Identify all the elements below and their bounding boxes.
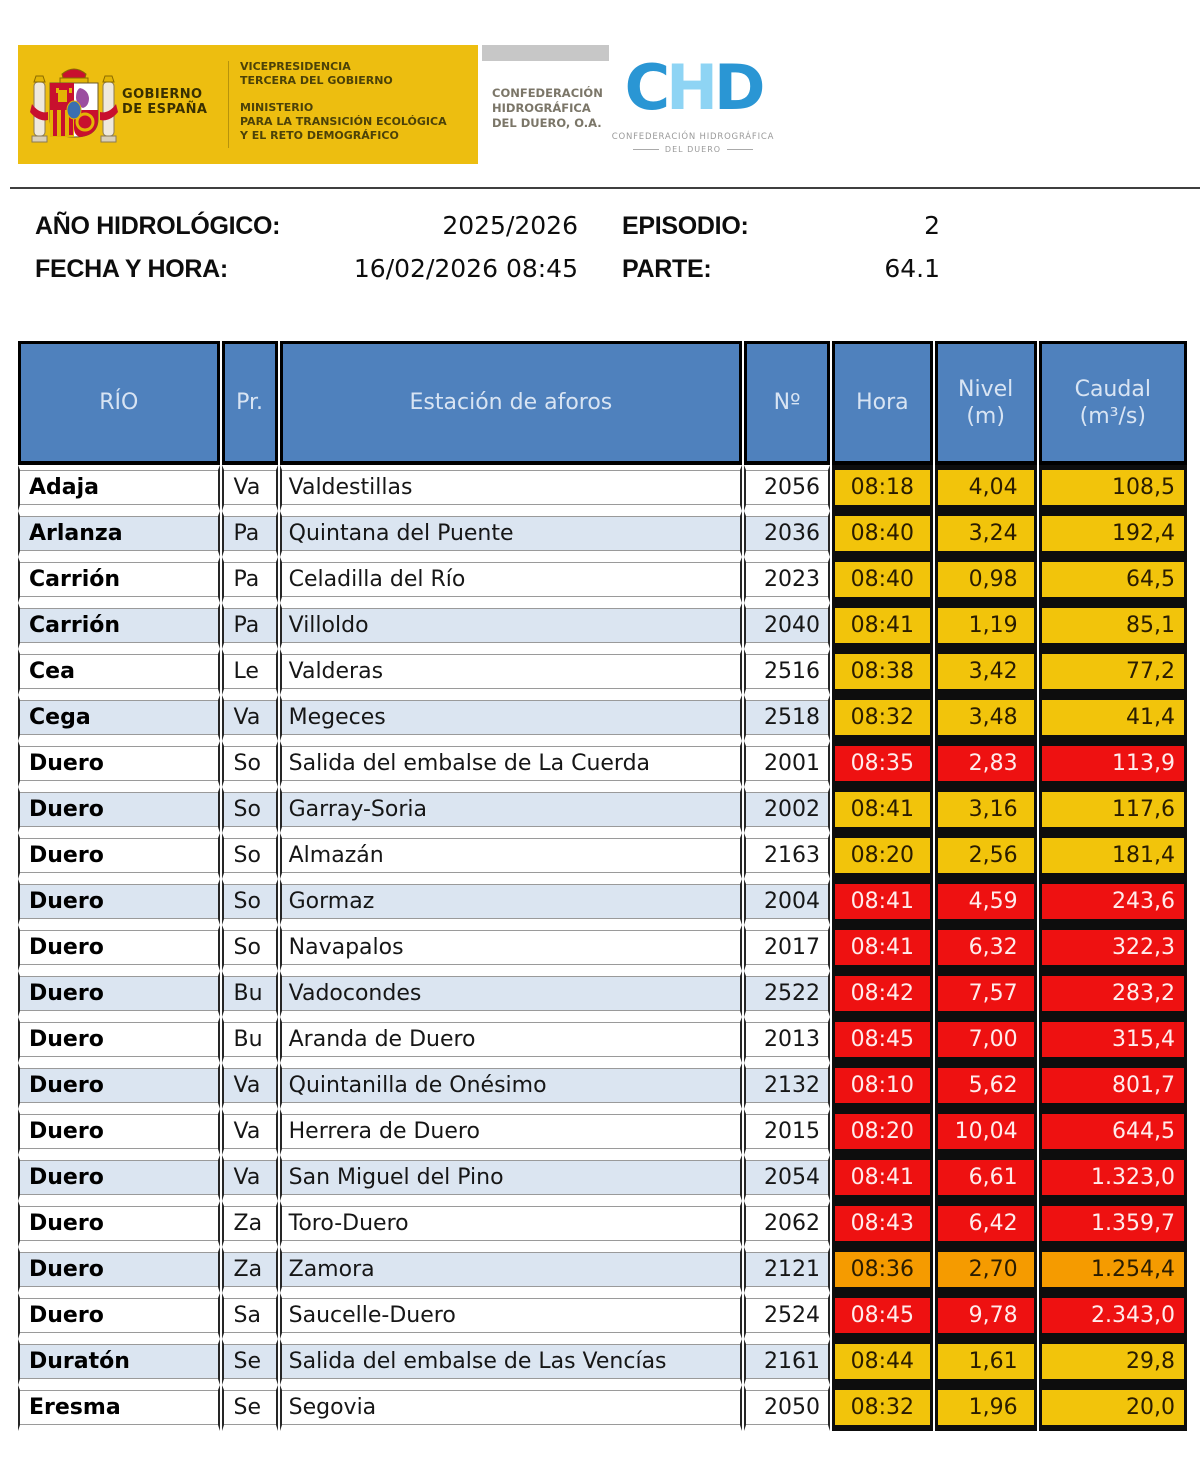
cell-station: San Miguel del Pino	[280, 1155, 743, 1201]
cell-province: Pa	[222, 603, 278, 649]
cell-river: Carrión	[18, 557, 220, 603]
table-row	[18, 1017, 1187, 1063]
cell-river: Eresma	[18, 1385, 220, 1431]
cell-number: 2132	[744, 1063, 830, 1109]
separator-line	[10, 187, 1200, 189]
cell-province: Za	[222, 1247, 278, 1293]
cell-province: Se	[222, 1385, 278, 1431]
cell-caudal: 108,5	[1039, 465, 1187, 511]
cell-nivel: 1,96	[935, 1385, 1037, 1431]
cell-station: Salida del embalse de Las Vencías	[280, 1339, 743, 1385]
table-row	[18, 787, 1187, 833]
cell-station: Herrera de Duero	[280, 1109, 743, 1155]
ano-hidrologico-label: AÑO HIDROLÓGICO:	[35, 212, 281, 240]
cell-caudal: 181,4	[1039, 833, 1187, 879]
cell-station: Valdestillas	[280, 465, 743, 511]
cell-number: 2163	[744, 833, 830, 879]
table-row	[18, 1293, 1187, 1339]
cell-province: Se	[222, 1339, 278, 1385]
fecha-hora-value: 16/02/2026 08:45	[353, 254, 578, 283]
cell-number: 2121	[744, 1247, 830, 1293]
table-row	[18, 557, 1187, 603]
cell-nivel: 2,56	[935, 833, 1037, 879]
cell-hora: 08:10	[832, 1063, 933, 1109]
cell-number: 2062	[744, 1201, 830, 1247]
episodio-value: 2	[924, 211, 940, 240]
chd-letters: CHD	[624, 51, 762, 124]
cell-province: So	[222, 925, 278, 971]
ano-hidrologico-value: 2025/2026	[442, 211, 578, 240]
cell-river: Adaja	[18, 465, 220, 511]
cell-caudal: 315,4	[1039, 1017, 1187, 1063]
cell-river: Duero	[18, 1017, 220, 1063]
col-header-rio: RÍO	[18, 341, 220, 465]
chd-subtitle: CONFEDERACIÓN HIDROGRÁFICA	[611, 132, 775, 142]
cell-nivel: 7,00	[935, 1017, 1037, 1063]
cell-province: So	[222, 833, 278, 879]
cell-station: Aranda de Duero	[280, 1017, 743, 1063]
chd-subtitle-2: DEL DUERO	[608, 145, 778, 154]
cell-hora: 08:35	[832, 741, 933, 787]
confederacion-text: CONFEDERACIÓN HIDROGRÁFICA DEL DUERO, O.A.	[492, 86, 603, 130]
cell-nivel: 3,16	[935, 787, 1037, 833]
cell-province: So	[222, 741, 278, 787]
cell-caudal: 113,9	[1039, 741, 1187, 787]
cell-hora: 08:32	[832, 1385, 933, 1431]
info-row-1	[0, 210, 1200, 244]
table-row	[18, 1385, 1187, 1431]
cell-river: Carrión	[18, 603, 220, 649]
cell-station: Navapalos	[280, 925, 743, 971]
cell-nivel: 2,83	[935, 741, 1037, 787]
cell-river: Duero	[18, 1293, 220, 1339]
cell-station: Megeces	[280, 695, 743, 741]
cell-province: Va	[222, 1155, 278, 1201]
cell-caudal: 1.359,7	[1039, 1201, 1187, 1247]
col-header-numero: Nº	[744, 341, 830, 465]
cell-caudal: 64,5	[1039, 557, 1187, 603]
cell-river: Duero	[18, 1201, 220, 1247]
cell-station: Quintana del Puente	[280, 511, 743, 557]
cell-nivel: 1,61	[935, 1339, 1037, 1385]
table-row	[18, 925, 1187, 971]
cell-hora: 08:32	[832, 695, 933, 741]
cell-hora: 08:42	[832, 971, 933, 1017]
cell-station: Segovia	[280, 1385, 743, 1431]
cell-nivel: 0,98	[935, 557, 1037, 603]
cell-number: 2004	[744, 879, 830, 925]
cell-province: Sa	[222, 1293, 278, 1339]
cell-province: Za	[222, 1201, 278, 1247]
table-row	[18, 1201, 1187, 1247]
col-header-hora: Hora	[832, 341, 933, 465]
cell-hora: 08:45	[832, 1017, 933, 1063]
cell-hora: 08:41	[832, 925, 933, 971]
cell-station: Quintanilla de Onésimo	[280, 1063, 743, 1109]
parte-label: PARTE:	[622, 255, 712, 283]
cell-nivel: 9,78	[935, 1293, 1037, 1339]
cell-number: 2516	[744, 649, 830, 695]
cell-number: 2015	[744, 1109, 830, 1155]
cell-hora: 08:18	[832, 465, 933, 511]
cell-station: Salida del embalse de La Cuerda	[280, 741, 743, 787]
cell-river: Duero	[18, 1247, 220, 1293]
cell-number: 2040	[744, 603, 830, 649]
cell-caudal: 2.343,0	[1039, 1293, 1187, 1339]
cell-hora: 08:36	[832, 1247, 933, 1293]
cell-caudal: 41,4	[1039, 695, 1187, 741]
cell-caudal: 29,8	[1039, 1339, 1187, 1385]
ministry-text: VICEPRESIDENCIA TERCERA DEL GOBIERNO MINISTERIO PARA LA TRANSICIÓN ECOLÓGICA Y EL RETO DEMOGRÁFICO	[240, 60, 447, 142]
cell-hora: 08:40	[832, 557, 933, 603]
cell-number: 2023	[744, 557, 830, 603]
cell-hora: 08:41	[832, 787, 933, 833]
cell-nivel: 3,48	[935, 695, 1037, 741]
cell-hora: 08:20	[832, 833, 933, 879]
cell-hora: 08:45	[832, 1293, 933, 1339]
cell-station: Celadilla del Río	[280, 557, 743, 603]
cell-number: 2013	[744, 1017, 830, 1063]
cell-river: Arlanza	[18, 511, 220, 557]
cell-river: Duero	[18, 1109, 220, 1155]
fecha-hora-label: FECHA Y HORA:	[35, 255, 228, 283]
cell-caudal: 283,2	[1039, 971, 1187, 1017]
col-header-caudal: Caudal (m³/s)	[1039, 341, 1187, 465]
cell-river: Duero	[18, 1063, 220, 1109]
cell-number: 2524	[744, 1293, 830, 1339]
cell-caudal: 644,5	[1039, 1109, 1187, 1155]
cell-number: 2002	[744, 787, 830, 833]
cell-river: Duero	[18, 879, 220, 925]
cell-number: 2056	[744, 465, 830, 511]
cell-river: Duero	[18, 971, 220, 1017]
table-row	[18, 1155, 1187, 1201]
cell-river: Cea	[18, 649, 220, 695]
cell-caudal: 322,3	[1039, 925, 1187, 971]
cell-nivel: 4,04	[935, 465, 1037, 511]
cell-nivel: 5,62	[935, 1063, 1037, 1109]
government-banner	[18, 45, 478, 164]
episodio-label: EPISODIO:	[622, 212, 749, 240]
cell-province: So	[222, 787, 278, 833]
chd-logo	[608, 48, 778, 154]
cell-province: Pa	[222, 511, 278, 557]
cell-river: Duero	[18, 833, 220, 879]
cell-nivel: 4,59	[935, 879, 1037, 925]
cell-river: Cega	[18, 695, 220, 741]
cell-station: Toro-Duero	[280, 1201, 743, 1247]
gray-bar	[482, 45, 609, 61]
cell-caudal: 192,4	[1039, 511, 1187, 557]
cell-caudal: 20,0	[1039, 1385, 1187, 1431]
cell-hora: 08:41	[832, 1155, 933, 1201]
col-header-pr: Pr.	[222, 341, 278, 465]
cell-hora: 08:44	[832, 1339, 933, 1385]
stations-table	[16, 341, 1189, 1431]
cell-station: Saucelle-Duero	[280, 1293, 743, 1339]
stations-table-wrapper	[16, 341, 1189, 1446]
cell-nivel: 3,24	[935, 511, 1037, 557]
cell-province: Bu	[222, 971, 278, 1017]
cell-hora: 08:38	[832, 649, 933, 695]
cell-station: Gormaz	[280, 879, 743, 925]
table-row	[18, 971, 1187, 1017]
cell-hora: 08:43	[832, 1201, 933, 1247]
parte-value: 64.1	[884, 254, 940, 283]
cell-nivel: 1,19	[935, 603, 1037, 649]
cell-caudal: 1.254,4	[1039, 1247, 1187, 1293]
cell-number: 2522	[744, 971, 830, 1017]
cell-hora: 08:40	[832, 511, 933, 557]
cell-province: So	[222, 879, 278, 925]
cell-number: 2001	[744, 741, 830, 787]
table-row	[18, 695, 1187, 741]
cell-hora: 08:20	[832, 1109, 933, 1155]
cell-river: Duero	[18, 787, 220, 833]
cell-nivel: 10,04	[935, 1109, 1037, 1155]
table-row	[18, 1063, 1187, 1109]
cell-station: Vadocondes	[280, 971, 743, 1017]
cell-nivel: 6,32	[935, 925, 1037, 971]
cell-province: Va	[222, 1109, 278, 1155]
table-header-row	[18, 341, 1187, 465]
banner-divider	[228, 61, 229, 148]
cell-province: Pa	[222, 557, 278, 603]
cell-caudal: 1.323,0	[1039, 1155, 1187, 1201]
cell-caudal: 77,2	[1039, 649, 1187, 695]
cell-number: 2017	[744, 925, 830, 971]
cell-station: Garray-Soria	[280, 787, 743, 833]
table-row	[18, 879, 1187, 925]
table-row	[18, 511, 1187, 557]
table-row	[18, 833, 1187, 879]
cell-number: 2054	[744, 1155, 830, 1201]
cell-number: 2518	[744, 695, 830, 741]
cell-province: Va	[222, 1063, 278, 1109]
info-row-2	[0, 253, 1200, 287]
cell-caudal: 85,1	[1039, 603, 1187, 649]
cell-number: 2161	[744, 1339, 830, 1385]
table-row	[18, 1339, 1187, 1385]
cell-station: Zamora	[280, 1247, 743, 1293]
cell-nivel: 6,61	[935, 1155, 1037, 1201]
table-row	[18, 1247, 1187, 1293]
cell-number: 2036	[744, 511, 830, 557]
cell-hora: 08:41	[832, 603, 933, 649]
cell-river: Duratón	[18, 1339, 220, 1385]
cell-river: Duero	[18, 925, 220, 971]
cell-province: Va	[222, 695, 278, 741]
spain-coat-of-arms-icon	[30, 52, 118, 156]
table-row	[18, 741, 1187, 787]
col-header-nivel: Nivel (m)	[935, 341, 1037, 465]
cell-river: Duero	[18, 741, 220, 787]
cell-caudal: 801,7	[1039, 1063, 1187, 1109]
cell-station: Valderas	[280, 649, 743, 695]
table-row	[18, 649, 1187, 695]
cell-province: Le	[222, 649, 278, 695]
table-body	[18, 465, 1187, 1431]
table-row	[18, 603, 1187, 649]
cell-nivel: 7,57	[935, 971, 1037, 1017]
cell-caudal: 243,6	[1039, 879, 1187, 925]
cell-province: Bu	[222, 1017, 278, 1063]
cell-station: Almazán	[280, 833, 743, 879]
cell-caudal: 117,6	[1039, 787, 1187, 833]
cell-hora: 08:41	[832, 879, 933, 925]
cell-nivel: 6,42	[935, 1201, 1037, 1247]
cell-nivel: 2,70	[935, 1247, 1037, 1293]
gobierno-espana-text: GOBIERNO DE ESPAÑA	[122, 87, 208, 117]
cell-river: Duero	[18, 1155, 220, 1201]
cell-province: Va	[222, 465, 278, 511]
table-row	[18, 465, 1187, 511]
cell-nivel: 3,42	[935, 649, 1037, 695]
col-header-estacion: Estación de aforos	[280, 341, 743, 465]
cell-station: Villoldo	[280, 603, 743, 649]
table-row	[18, 1109, 1187, 1155]
cell-number: 2050	[744, 1385, 830, 1431]
